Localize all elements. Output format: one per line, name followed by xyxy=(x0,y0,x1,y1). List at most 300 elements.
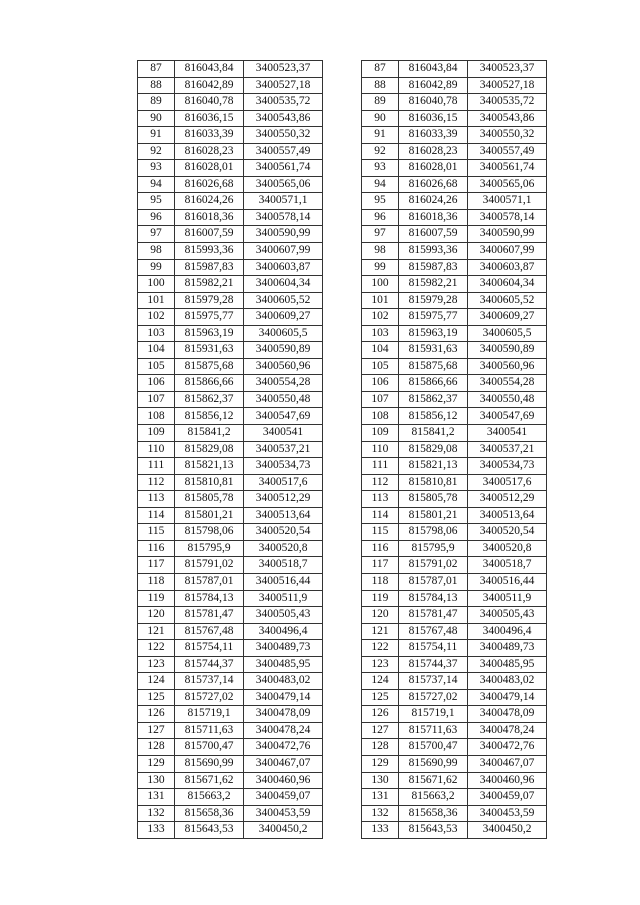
x-coordinate-cell: 815801,21 xyxy=(399,507,468,524)
y-coordinate-cell: 3400518,7 xyxy=(468,557,547,574)
table-row xyxy=(138,425,323,442)
table-row xyxy=(362,292,547,309)
point-number-cell: 100 xyxy=(138,276,175,293)
table-row xyxy=(362,325,547,342)
x-coordinate-cell: 815784,13 xyxy=(399,590,468,607)
point-number-cell: 110 xyxy=(138,441,175,458)
point-number-cell: 110 xyxy=(362,441,399,458)
point-number-cell: 130 xyxy=(362,772,399,789)
x-coordinate-cell: 815737,14 xyxy=(399,673,468,690)
y-coordinate-cell: 3400578,14 xyxy=(468,209,547,226)
table-row xyxy=(138,143,323,160)
y-coordinate-cell: 3400603,87 xyxy=(468,259,547,276)
x-coordinate-cell: 815821,13 xyxy=(399,458,468,475)
x-coordinate-cell: 815719,1 xyxy=(175,706,244,723)
point-number-cell: 106 xyxy=(138,375,175,392)
table-row xyxy=(362,391,547,408)
y-coordinate-cell: 3400560,96 xyxy=(244,358,323,375)
point-number-cell: 99 xyxy=(138,259,175,276)
y-coordinate-cell: 3400511,9 xyxy=(468,590,547,607)
y-coordinate-cell: 3400478,24 xyxy=(244,722,323,739)
x-coordinate-cell: 815791,02 xyxy=(399,557,468,574)
point-number-cell: 98 xyxy=(138,243,175,260)
x-coordinate-cell: 816028,01 xyxy=(175,160,244,177)
table-row xyxy=(138,755,323,772)
point-number-cell: 96 xyxy=(138,209,175,226)
x-coordinate-cell: 816036,15 xyxy=(175,110,244,127)
y-coordinate-cell: 3400527,18 xyxy=(244,77,323,94)
x-coordinate-cell: 816040,78 xyxy=(175,94,244,111)
table-row xyxy=(362,226,547,243)
table-row xyxy=(362,689,547,706)
point-number-cell: 123 xyxy=(138,656,175,673)
y-coordinate-cell: 3400513,64 xyxy=(468,507,547,524)
x-coordinate-cell: 815690,99 xyxy=(399,755,468,772)
x-coordinate-cell: 815663,2 xyxy=(175,789,244,806)
x-coordinate-cell: 815781,47 xyxy=(175,607,244,624)
table-row xyxy=(138,689,323,706)
x-coordinate-cell: 815711,63 xyxy=(399,722,468,739)
point-number-cell: 129 xyxy=(362,755,399,772)
point-number-cell: 113 xyxy=(362,491,399,508)
x-coordinate-cell: 815663,2 xyxy=(399,789,468,806)
table-row xyxy=(138,722,323,739)
y-coordinate-cell: 3400518,7 xyxy=(244,557,323,574)
y-coordinate-cell: 3400520,54 xyxy=(244,524,323,541)
point-number-cell: 104 xyxy=(138,342,175,359)
table-row xyxy=(362,623,547,640)
table-row xyxy=(362,474,547,491)
x-coordinate-cell: 815727,02 xyxy=(175,689,244,706)
table-row xyxy=(362,590,547,607)
table-row xyxy=(138,656,323,673)
point-number-cell: 115 xyxy=(362,524,399,541)
point-number-cell: 95 xyxy=(138,193,175,210)
table-row xyxy=(138,739,323,756)
y-coordinate-cell: 3400505,43 xyxy=(468,607,547,624)
x-coordinate-cell: 816018,36 xyxy=(175,209,244,226)
point-number-cell: 94 xyxy=(138,176,175,193)
y-coordinate-cell: 3400517,6 xyxy=(244,474,323,491)
y-coordinate-cell: 3400516,44 xyxy=(468,573,547,590)
coordinate-table-right xyxy=(361,60,547,839)
y-coordinate-cell: 3400560,96 xyxy=(468,358,547,375)
x-coordinate-cell: 815810,81 xyxy=(399,474,468,491)
x-coordinate-cell: 816033,39 xyxy=(175,127,244,144)
y-coordinate-cell: 3400547,69 xyxy=(468,408,547,425)
point-number-cell: 127 xyxy=(138,722,175,739)
x-coordinate-cell: 816024,26 xyxy=(399,193,468,210)
x-coordinate-cell: 815810,81 xyxy=(175,474,244,491)
y-coordinate-cell: 3400517,6 xyxy=(468,474,547,491)
table-row xyxy=(138,474,323,491)
table-row xyxy=(138,673,323,690)
table-row xyxy=(362,425,547,442)
y-coordinate-cell: 3400557,49 xyxy=(468,143,547,160)
x-coordinate-cell: 815798,06 xyxy=(399,524,468,541)
table-row xyxy=(138,607,323,624)
point-number-cell: 98 xyxy=(362,243,399,260)
table-row xyxy=(138,375,323,392)
point-number-cell: 107 xyxy=(362,391,399,408)
table-row xyxy=(362,143,547,160)
table-row xyxy=(362,342,547,359)
point-number-cell: 101 xyxy=(362,292,399,309)
y-coordinate-cell: 3400459,07 xyxy=(244,789,323,806)
x-coordinate-cell: 815754,11 xyxy=(175,640,244,657)
y-coordinate-cell: 3400590,99 xyxy=(468,226,547,243)
table-row xyxy=(138,507,323,524)
table-row xyxy=(138,408,323,425)
y-coordinate-cell: 3400557,49 xyxy=(244,143,323,160)
table-row xyxy=(362,789,547,806)
point-number-cell: 103 xyxy=(362,325,399,342)
x-coordinate-cell: 815875,68 xyxy=(175,358,244,375)
table-row xyxy=(362,160,547,177)
x-coordinate-cell: 816018,36 xyxy=(399,209,468,226)
point-number-cell: 94 xyxy=(362,176,399,193)
table-row xyxy=(138,524,323,541)
y-coordinate-cell: 3400483,02 xyxy=(244,673,323,690)
table-row xyxy=(138,772,323,789)
point-number-cell: 114 xyxy=(362,507,399,524)
x-coordinate-cell: 815798,06 xyxy=(175,524,244,541)
point-number-cell: 88 xyxy=(362,77,399,94)
y-coordinate-cell: 3400561,74 xyxy=(244,160,323,177)
x-coordinate-cell: 815975,77 xyxy=(399,309,468,326)
y-coordinate-cell: 3400513,64 xyxy=(244,507,323,524)
point-number-cell: 90 xyxy=(138,110,175,127)
y-coordinate-cell: 3400460,96 xyxy=(468,772,547,789)
x-coordinate-cell: 815690,99 xyxy=(175,755,244,772)
point-number-cell: 103 xyxy=(138,325,175,342)
x-coordinate-cell: 815982,21 xyxy=(175,276,244,293)
point-number-cell: 126 xyxy=(138,706,175,723)
x-coordinate-cell: 815737,14 xyxy=(175,673,244,690)
x-coordinate-cell: 815821,13 xyxy=(175,458,244,475)
y-coordinate-cell: 3400516,44 xyxy=(244,573,323,590)
y-coordinate-cell: 3400571,1 xyxy=(244,193,323,210)
x-coordinate-cell: 815841,2 xyxy=(175,425,244,442)
x-coordinate-cell: 816026,68 xyxy=(175,176,244,193)
coordinate-table-left xyxy=(137,60,323,839)
point-number-cell: 92 xyxy=(138,143,175,160)
table-row xyxy=(362,805,547,822)
y-coordinate-cell: 3400520,8 xyxy=(468,540,547,557)
x-coordinate-cell: 815931,63 xyxy=(175,342,244,359)
y-coordinate-cell: 3400478,09 xyxy=(468,706,547,723)
table-row xyxy=(138,358,323,375)
point-number-cell: 116 xyxy=(362,540,399,557)
y-coordinate-cell: 3400550,48 xyxy=(468,391,547,408)
x-coordinate-cell: 815658,36 xyxy=(399,805,468,822)
point-number-cell: 102 xyxy=(362,309,399,326)
table-row xyxy=(138,640,323,657)
table-row xyxy=(362,127,547,144)
table-row xyxy=(138,193,323,210)
point-number-cell: 118 xyxy=(362,573,399,590)
table-row xyxy=(138,822,323,839)
y-coordinate-cell: 3400534,73 xyxy=(468,458,547,475)
table-row xyxy=(362,772,547,789)
y-coordinate-cell: 3400605,5 xyxy=(468,325,547,342)
y-coordinate-cell: 3400561,74 xyxy=(468,160,547,177)
x-coordinate-cell: 815829,08 xyxy=(175,441,244,458)
point-number-cell: 118 xyxy=(138,573,175,590)
table-row xyxy=(138,110,323,127)
table-row xyxy=(362,706,547,723)
y-coordinate-cell: 3400496,4 xyxy=(468,623,547,640)
x-coordinate-cell: 815993,36 xyxy=(399,243,468,260)
point-number-cell: 96 xyxy=(362,209,399,226)
point-number-cell: 121 xyxy=(138,623,175,640)
table-row xyxy=(362,358,547,375)
coordinate-table-right-body xyxy=(362,61,547,839)
point-number-cell: 91 xyxy=(362,127,399,144)
y-coordinate-cell: 3400605,52 xyxy=(468,292,547,309)
table-row xyxy=(138,259,323,276)
x-coordinate-cell: 815744,37 xyxy=(399,656,468,673)
point-number-cell: 113 xyxy=(138,491,175,508)
x-coordinate-cell: 815700,47 xyxy=(399,739,468,756)
x-coordinate-cell: 815982,21 xyxy=(399,276,468,293)
y-coordinate-cell: 3400520,8 xyxy=(244,540,323,557)
y-coordinate-cell: 3400527,18 xyxy=(468,77,547,94)
x-coordinate-cell: 815975,77 xyxy=(175,309,244,326)
x-coordinate-cell: 816033,39 xyxy=(399,127,468,144)
x-coordinate-cell: 816036,15 xyxy=(399,110,468,127)
x-coordinate-cell: 815781,47 xyxy=(399,607,468,624)
table-row xyxy=(362,755,547,772)
table-row xyxy=(138,458,323,475)
y-coordinate-cell: 3400590,89 xyxy=(468,342,547,359)
table-row xyxy=(362,243,547,260)
y-coordinate-cell: 3400478,24 xyxy=(468,722,547,739)
y-coordinate-cell: 3400523,37 xyxy=(468,61,547,78)
y-coordinate-cell: 3400483,02 xyxy=(468,673,547,690)
y-coordinate-cell: 3400607,99 xyxy=(244,243,323,260)
point-number-cell: 112 xyxy=(362,474,399,491)
x-coordinate-cell: 815784,13 xyxy=(175,590,244,607)
y-coordinate-cell: 3400543,86 xyxy=(244,110,323,127)
y-coordinate-cell: 3400607,99 xyxy=(468,243,547,260)
point-number-cell: 123 xyxy=(362,656,399,673)
x-coordinate-cell: 815658,36 xyxy=(175,805,244,822)
table-row xyxy=(138,127,323,144)
point-number-cell: 100 xyxy=(362,276,399,293)
x-coordinate-cell: 815791,02 xyxy=(175,557,244,574)
table-row xyxy=(138,209,323,226)
point-number-cell: 115 xyxy=(138,524,175,541)
y-coordinate-cell: 3400604,34 xyxy=(468,276,547,293)
table-row xyxy=(138,160,323,177)
x-coordinate-cell: 815727,02 xyxy=(399,689,468,706)
table-row xyxy=(138,226,323,243)
point-number-cell: 127 xyxy=(362,722,399,739)
y-coordinate-cell: 3400489,73 xyxy=(468,640,547,657)
y-coordinate-cell: 3400472,76 xyxy=(244,739,323,756)
y-coordinate-cell: 3400550,32 xyxy=(244,127,323,144)
point-number-cell: 102 xyxy=(138,309,175,326)
x-coordinate-cell: 815862,37 xyxy=(399,391,468,408)
point-number-cell: 120 xyxy=(138,607,175,624)
x-coordinate-cell: 815862,37 xyxy=(175,391,244,408)
point-number-cell: 125 xyxy=(362,689,399,706)
x-coordinate-cell: 815744,37 xyxy=(175,656,244,673)
y-coordinate-cell: 3400550,48 xyxy=(244,391,323,408)
point-number-cell: 114 xyxy=(138,507,175,524)
table-row xyxy=(362,375,547,392)
table-row xyxy=(138,309,323,326)
y-coordinate-cell: 3400505,43 xyxy=(244,607,323,624)
y-coordinate-cell: 3400535,72 xyxy=(244,94,323,111)
x-coordinate-cell: 815700,47 xyxy=(175,739,244,756)
table-row xyxy=(138,176,323,193)
x-coordinate-cell: 816026,68 xyxy=(399,176,468,193)
x-coordinate-cell: 815801,21 xyxy=(175,507,244,524)
x-coordinate-cell: 815719,1 xyxy=(399,706,468,723)
table-row xyxy=(362,193,547,210)
y-coordinate-cell: 3400453,59 xyxy=(244,805,323,822)
point-number-cell: 105 xyxy=(138,358,175,375)
x-coordinate-cell: 815671,62 xyxy=(399,772,468,789)
y-coordinate-cell: 3400609,27 xyxy=(468,309,547,326)
y-coordinate-cell: 3400511,9 xyxy=(244,590,323,607)
point-number-cell: 131 xyxy=(138,789,175,806)
point-number-cell: 119 xyxy=(362,590,399,607)
point-number-cell: 109 xyxy=(362,425,399,442)
point-number-cell: 88 xyxy=(138,77,175,94)
point-number-cell: 87 xyxy=(138,61,175,78)
point-number-cell: 109 xyxy=(138,425,175,442)
table-row xyxy=(362,458,547,475)
table-row xyxy=(138,243,323,260)
table-row xyxy=(138,805,323,822)
table-row xyxy=(138,441,323,458)
x-coordinate-cell: 815866,66 xyxy=(175,375,244,392)
coordinate-table-left-body xyxy=(138,61,323,839)
table-row xyxy=(362,77,547,94)
x-coordinate-cell: 815841,2 xyxy=(399,425,468,442)
table-row xyxy=(138,61,323,78)
y-coordinate-cell: 3400472,76 xyxy=(468,739,547,756)
point-number-cell: 131 xyxy=(362,789,399,806)
point-number-cell: 97 xyxy=(138,226,175,243)
y-coordinate-cell: 3400605,52 xyxy=(244,292,323,309)
point-number-cell: 119 xyxy=(138,590,175,607)
point-number-cell: 104 xyxy=(362,342,399,359)
table-row xyxy=(362,722,547,739)
table-row xyxy=(138,325,323,342)
x-coordinate-cell: 815856,12 xyxy=(399,408,468,425)
x-coordinate-cell: 815787,01 xyxy=(175,573,244,590)
table-row xyxy=(362,557,547,574)
x-coordinate-cell: 815671,62 xyxy=(175,772,244,789)
point-number-cell: 99 xyxy=(362,259,399,276)
table-row xyxy=(362,673,547,690)
table-row xyxy=(138,623,323,640)
point-number-cell: 111 xyxy=(362,458,399,475)
x-coordinate-cell: 815754,11 xyxy=(399,640,468,657)
x-coordinate-cell: 816042,89 xyxy=(175,77,244,94)
x-coordinate-cell: 815931,63 xyxy=(399,342,468,359)
y-coordinate-cell: 3400453,59 xyxy=(468,805,547,822)
table-row xyxy=(138,94,323,111)
point-number-cell: 124 xyxy=(362,673,399,690)
x-coordinate-cell: 816043,84 xyxy=(175,61,244,78)
x-coordinate-cell: 815963,19 xyxy=(399,325,468,342)
point-number-cell: 105 xyxy=(362,358,399,375)
x-coordinate-cell: 815711,63 xyxy=(175,722,244,739)
y-coordinate-cell: 3400520,54 xyxy=(468,524,547,541)
point-number-cell: 132 xyxy=(138,805,175,822)
x-coordinate-cell: 816028,01 xyxy=(399,160,468,177)
x-coordinate-cell: 815856,12 xyxy=(175,408,244,425)
y-coordinate-cell: 3400479,14 xyxy=(244,689,323,706)
x-coordinate-cell: 816028,23 xyxy=(175,143,244,160)
point-number-cell: 106 xyxy=(362,375,399,392)
y-coordinate-cell: 3400565,06 xyxy=(244,176,323,193)
point-number-cell: 126 xyxy=(362,706,399,723)
table-row xyxy=(362,540,547,557)
point-number-cell: 108 xyxy=(138,408,175,425)
y-coordinate-cell: 3400512,29 xyxy=(468,491,547,508)
x-coordinate-cell: 815979,28 xyxy=(175,292,244,309)
point-number-cell: 133 xyxy=(362,822,399,839)
point-number-cell: 128 xyxy=(362,739,399,756)
table-row xyxy=(362,640,547,657)
table-row xyxy=(362,507,547,524)
table-row xyxy=(362,209,547,226)
point-number-cell: 107 xyxy=(138,391,175,408)
table-row xyxy=(138,276,323,293)
y-coordinate-cell: 3400543,86 xyxy=(468,110,547,127)
point-number-cell: 130 xyxy=(138,772,175,789)
x-coordinate-cell: 816007,59 xyxy=(399,226,468,243)
x-coordinate-cell: 815987,83 xyxy=(175,259,244,276)
table-row xyxy=(362,276,547,293)
x-coordinate-cell: 815643,53 xyxy=(399,822,468,839)
point-number-cell: 92 xyxy=(362,143,399,160)
x-coordinate-cell: 816024,26 xyxy=(175,193,244,210)
point-number-cell: 122 xyxy=(362,640,399,657)
point-number-cell: 120 xyxy=(362,607,399,624)
point-number-cell: 124 xyxy=(138,673,175,690)
y-coordinate-cell: 3400478,09 xyxy=(244,706,323,723)
x-coordinate-cell: 816007,59 xyxy=(175,226,244,243)
x-coordinate-cell: 815795,9 xyxy=(399,540,468,557)
table-row xyxy=(362,110,547,127)
x-coordinate-cell: 815795,9 xyxy=(175,540,244,557)
table-row xyxy=(362,573,547,590)
x-coordinate-cell: 815993,36 xyxy=(175,243,244,260)
x-coordinate-cell: 815767,48 xyxy=(175,623,244,640)
x-coordinate-cell: 815805,78 xyxy=(399,491,468,508)
table-row xyxy=(362,656,547,673)
x-coordinate-cell: 816040,78 xyxy=(399,94,468,111)
y-coordinate-cell: 3400459,07 xyxy=(468,789,547,806)
y-coordinate-cell: 3400537,21 xyxy=(468,441,547,458)
x-coordinate-cell: 816043,84 xyxy=(399,61,468,78)
y-coordinate-cell: 3400523,37 xyxy=(244,61,323,78)
table-row xyxy=(138,557,323,574)
x-coordinate-cell: 815643,53 xyxy=(175,822,244,839)
table-row xyxy=(138,706,323,723)
x-coordinate-cell: 815963,19 xyxy=(175,325,244,342)
y-coordinate-cell: 3400565,06 xyxy=(468,176,547,193)
point-number-cell: 89 xyxy=(362,94,399,111)
point-number-cell: 101 xyxy=(138,292,175,309)
